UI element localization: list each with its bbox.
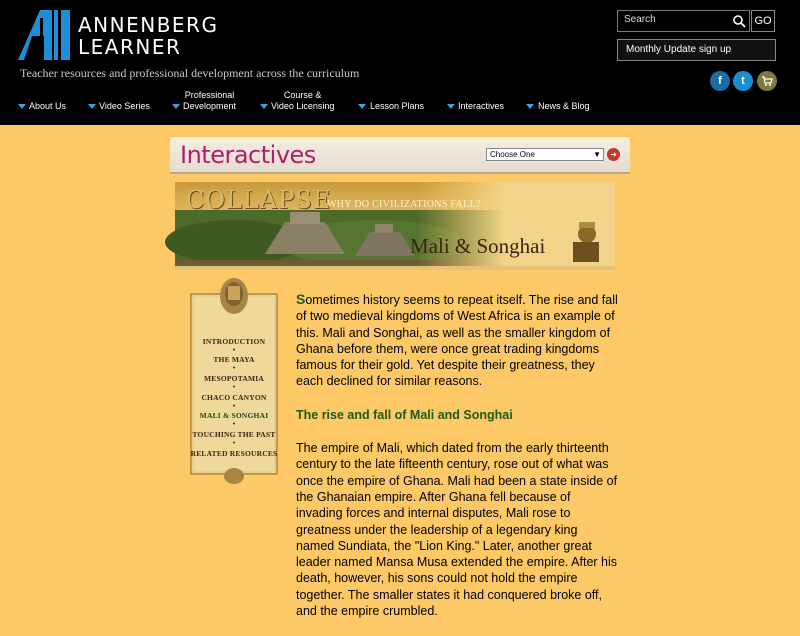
brand-line-2: LEARNER <box>78 35 182 59</box>
side-menu-chaco-canyon[interactable]: CHACO CANYON <box>201 393 267 402</box>
nav-lesson-plans[interactable]: Lesson Plans <box>370 101 425 111</box>
section-heading: The rise and fall of Mali and Songhai <box>296 407 513 422</box>
side-menu-mali-songhai[interactable]: MALI & SONGHAI <box>199 411 269 420</box>
nav-arrow-icon <box>88 104 96 109</box>
article-body <box>296 291 618 636</box>
menu-separator: • <box>232 347 236 354</box>
drop-cap: S <box>296 291 306 307</box>
tagline: Teacher resources and professional development across the curriculum <box>20 66 360 80</box>
intro-text: ometimes history seems to repeat itself. The rise and fall of two medieval kingdoms of West Africa is an example of this. Mali and Songhai, as well as the smaller kingdom of Ghana before them, were once great trading kingdoms famous for their gold. Yet despite their greatness, they each declined for similar reasons. <box>296 293 618 389</box>
menu-separator: • <box>232 384 236 391</box>
search-icon[interactable] <box>732 14 746 28</box>
nav-professional-development[interactable]: Professional Development <box>183 90 237 111</box>
nav-about-us[interactable]: About Us <box>29 101 67 111</box>
menu-separator: • <box>232 421 236 428</box>
menu-separator: • <box>232 403 236 410</box>
site-header <box>0 0 800 125</box>
nav-arrow-icon <box>18 104 26 109</box>
select-value: Choose One <box>490 150 535 159</box>
nav-video-series[interactable]: Video Series <box>99 101 150 111</box>
select-go-icon[interactable]: ➜ <box>607 148 620 161</box>
cart-glyph-icon <box>761 75 773 87</box>
side-menu-the-maya[interactable]: THE MAYA <box>213 355 255 364</box>
twitter-icon[interactable]: t <box>733 71 753 91</box>
nav-arrow-icon <box>447 104 455 109</box>
nav-arrow-icon <box>526 104 534 109</box>
annenberg-logo[interactable] <box>18 10 218 60</box>
nav-news-blog[interactable]: News & Blog <box>538 101 590 111</box>
nav-arrow-icon <box>172 104 180 109</box>
intro-paragraph <box>296 291 618 390</box>
interactives-select[interactable] <box>486 148 604 161</box>
search-go-button[interactable]: GO <box>751 10 775 32</box>
menu-separator: • <box>232 440 236 447</box>
side-menu-related-resources[interactable]: RELATED RESOURCES <box>190 449 278 458</box>
side-menu <box>188 276 280 486</box>
chevron-down-icon: ▼ <box>593 150 601 159</box>
brand-line-1: ANNENBERG <box>78 13 219 37</box>
cart-icon[interactable] <box>757 71 777 91</box>
nav-interactives[interactable]: Interactives <box>458 101 505 111</box>
body-paragraph: The empire of Mali, which dated from the early thirteenth century to the late fifteenth century, rose out of what was once the empire of Ghana. Mali had been a state inside of the Ghanaian empire. After Ghana fell because of invading forces and internal disputes, Mali rose to greatness under the leadership of a legendary king named Sundiata, the "Lion King." Later, another great leader named Mansa Musa extended the empire. After his death, however, his sons could not hold the empire together. The smaller states it had conquered broke off, and the empire crumbled. <box>296 441 618 619</box>
monthly-update-signup-button[interactable]: Monthly Update sign up <box>617 39 776 61</box>
search-input[interactable]: Search <box>617 10 750 32</box>
nav-arrow-icon <box>260 104 268 109</box>
facebook-icon[interactable]: f <box>710 71 730 91</box>
main-nav <box>0 89 620 117</box>
collapse-subtitle: WHY DO CIVILIZATIONS FALL? <box>327 199 481 210</box>
side-menu-touching-the-past[interactable]: TOUCHING THE PAST <box>192 430 276 439</box>
interactives-title: Interactives <box>180 141 316 169</box>
side-menu-mesopotamia[interactable]: MESOPOTAMIA <box>204 374 264 383</box>
brand-name <box>78 14 218 58</box>
nav-arrow-icon <box>358 104 366 109</box>
annenberg-logo-mark-icon <box>18 10 70 60</box>
side-menu-introduction[interactable]: INTRODUCTION <box>202 337 266 346</box>
nav-course-video-licensing[interactable]: Course & Video Licensing <box>271 90 335 111</box>
section-title: Mali & Songhai <box>410 234 546 258</box>
menu-separator: • <box>232 365 236 372</box>
collapse-title: COLLAPSE <box>186 186 332 214</box>
